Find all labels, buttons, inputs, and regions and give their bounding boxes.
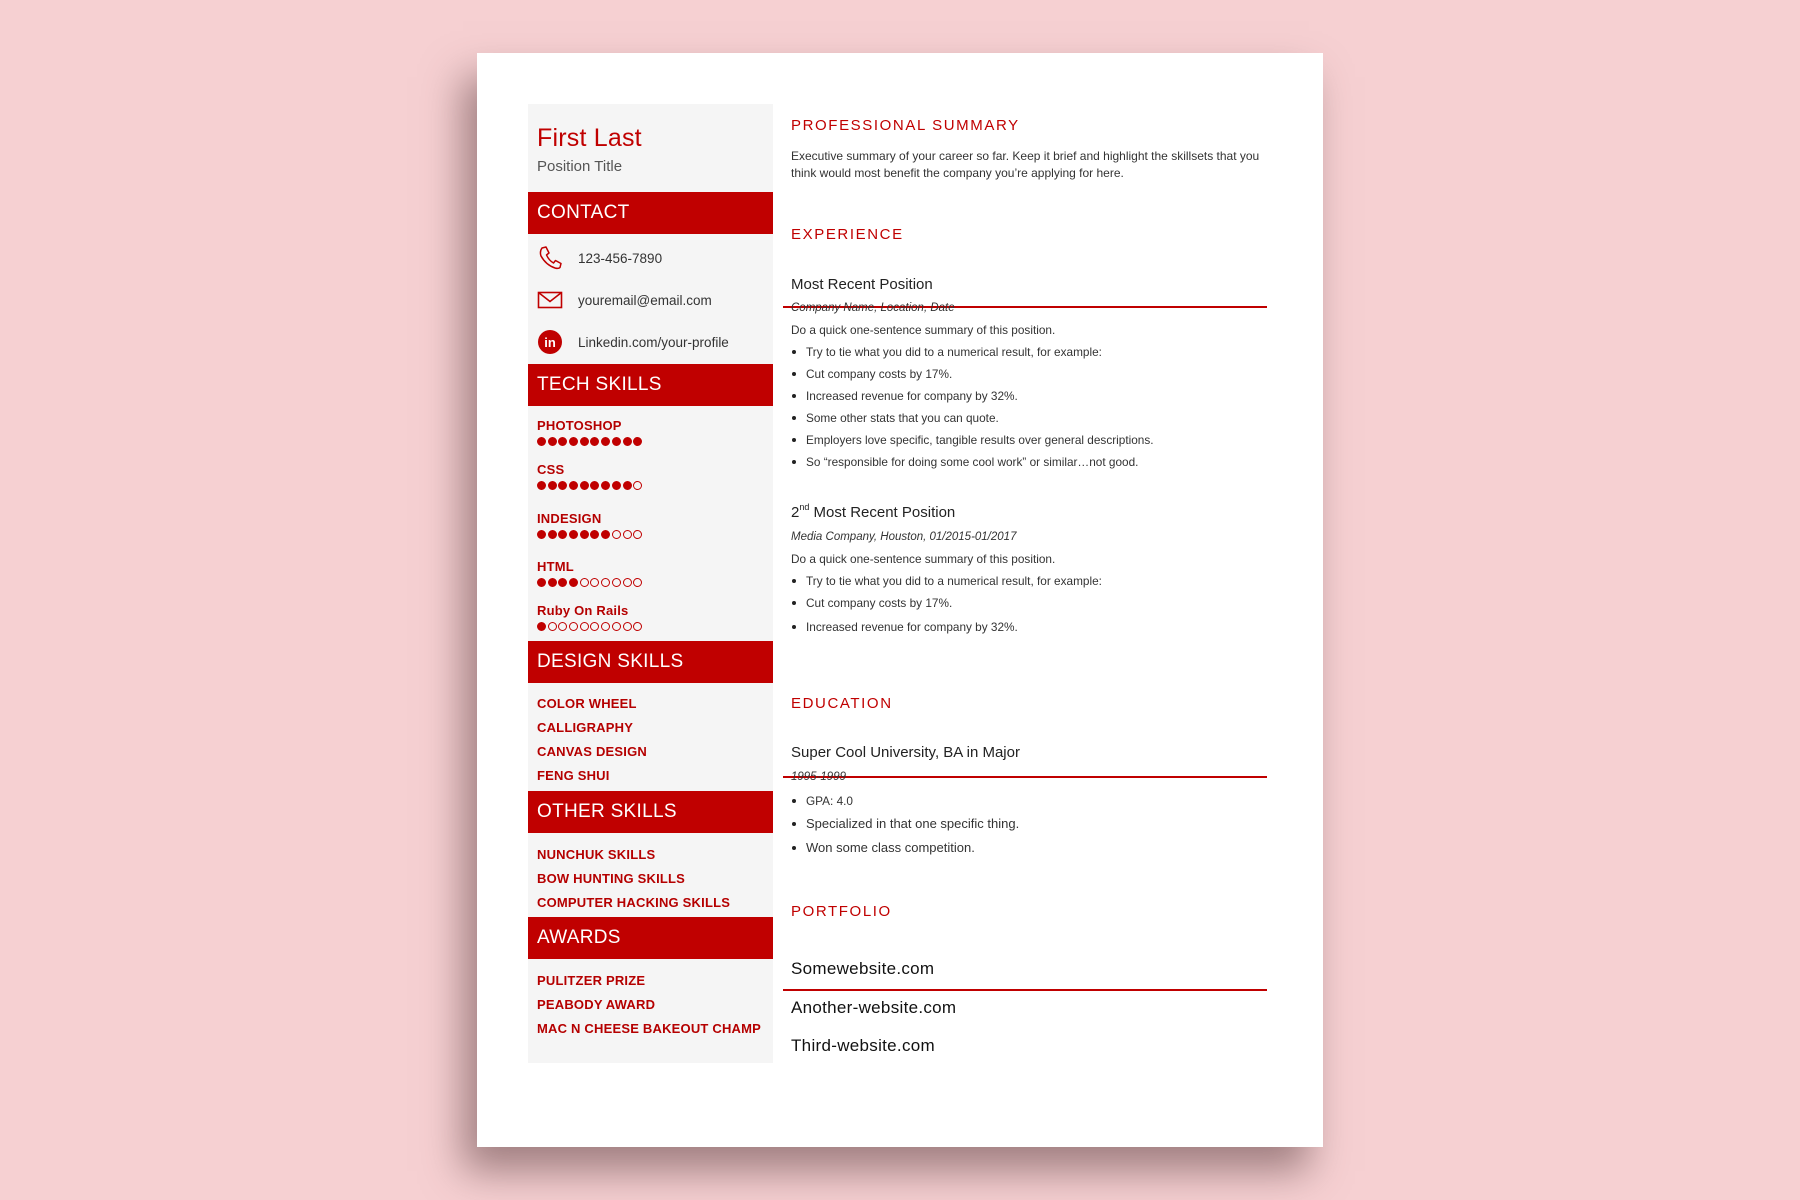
skill-css [537, 462, 644, 492]
other-skills-heading: OTHER SKILLS [528, 791, 773, 833]
job-summary: Do a quick one-sentence summary of this position. [791, 552, 1056, 566]
email-icon [537, 287, 563, 313]
skill-rating [537, 479, 644, 492]
list-item: COLOR WHEEL [537, 696, 637, 711]
rating-dot-filled [633, 437, 642, 446]
portfolio-divider [783, 989, 1267, 991]
list-item: Try to tie what you did to a numerical result, for example: [791, 344, 1154, 360]
rating-dot-empty [633, 622, 642, 631]
skill-photoshop [537, 418, 644, 448]
rating-dot-filled [558, 481, 567, 490]
skill-ruby-on-rails [537, 603, 644, 633]
list-item: PULITZER PRIZE [537, 973, 646, 988]
list-item: Cut company costs by 17%. [791, 595, 1102, 611]
rating-dot-filled [537, 437, 546, 446]
design-skills-heading: DESIGN SKILLS [528, 641, 773, 683]
skill-rating [537, 576, 644, 589]
list-item: CANVAS DESIGN [537, 744, 647, 759]
portfolio-link-3[interactable]: Third-website.com [791, 1036, 935, 1055]
awards-list [537, 969, 761, 1041]
list-item: Won some class competition. [791, 840, 1019, 856]
rating-dot-empty [623, 622, 632, 631]
rating-dot-filled [558, 578, 567, 587]
rating-dot-empty [580, 622, 589, 631]
summary-heading: PROFESSIONAL SUMMARY [791, 117, 1020, 134]
rating-dot-filled [548, 578, 557, 587]
svg-text:in: in [544, 335, 556, 350]
rating-dot-empty [569, 622, 578, 631]
linkedin-text: Linkedin.com/your-profile [578, 334, 729, 350]
job-title [791, 504, 955, 521]
education-divider [783, 776, 1267, 778]
list-item: MAC N CHEESE BAKEOUT CHAMP [537, 1021, 762, 1036]
rating-dot-filled [548, 437, 557, 446]
job-title-text: Most Recent Position [809, 504, 956, 521]
other-skills-list [537, 843, 730, 915]
rating-dot-filled [569, 437, 578, 446]
job-bullets [791, 344, 1154, 470]
list-item: FENG SHUI [537, 768, 610, 783]
email-text: youremail@email.com [578, 292, 712, 308]
list-item: Some other stats that you can quote. [791, 410, 1154, 426]
portfolio-heading: PORTFOLIO [791, 903, 892, 920]
rating-dot-filled [569, 578, 578, 587]
rating-dot-filled [601, 437, 610, 446]
rating-dot-empty [558, 622, 567, 631]
rating-dot-filled [580, 437, 589, 446]
rating-dot-filled [558, 530, 567, 539]
rating-dot-empty [590, 578, 599, 587]
rating-dot-filled [612, 481, 621, 490]
job-bullets [791, 573, 1102, 635]
rating-dot-filled [537, 578, 546, 587]
rating-dot-empty [580, 578, 589, 587]
rating-dot-filled [601, 530, 610, 539]
rating-dot-empty [633, 530, 642, 539]
list-item: PEABODY AWARD [537, 997, 656, 1012]
resume-page [477, 53, 1323, 1147]
rating-dot-filled [569, 530, 578, 539]
contact-phone[interactable] [537, 244, 662, 272]
list-item: GPA: 4.0 [791, 793, 1019, 809]
position-title: Position Title [537, 158, 623, 175]
education-years: 1995-1999 [791, 771, 846, 783]
rating-dot-filled [537, 481, 546, 490]
skill-rating [537, 435, 644, 448]
rating-dot-empty [548, 622, 557, 631]
skill-name: HTML [537, 559, 574, 574]
design-skills-list [537, 692, 647, 788]
skill-name: PHOTOSHOP [537, 418, 622, 433]
list-item: Specialized in that one specific thing. [791, 816, 1019, 832]
list-item: Employers love specific, tangible results over general descriptions. [791, 432, 1154, 448]
rating-dot-filled [580, 481, 589, 490]
rating-dot-empty [601, 578, 610, 587]
rating-dot-empty [612, 622, 621, 631]
linkedin-icon [537, 329, 563, 355]
rating-dot-filled [548, 530, 557, 539]
list-item: Cut company costs by 17%. [791, 366, 1154, 382]
list-item: CALLIGRAPHY [537, 720, 634, 735]
skill-rating [537, 620, 644, 633]
contact-email[interactable] [537, 286, 712, 314]
name-block [528, 104, 773, 192]
education-heading: EDUCATION [791, 695, 893, 712]
skill-html [537, 559, 644, 589]
rating-dot-filled [612, 437, 621, 446]
rating-dot-filled [537, 530, 546, 539]
skill-name: INDESIGN [537, 511, 602, 526]
experience-heading: EXPERIENCE [791, 226, 904, 243]
summary-text: Executive summary of your career so far. Keep it brief and highlight the skillsets that you think would most benefit the company you’re applying for here. [791, 149, 1260, 180]
person-name: First Last [537, 124, 642, 152]
rating-dot-filled [590, 530, 599, 539]
phone-text: 123-456-7890 [578, 250, 663, 266]
job-meta: Company Name, Location, Date [791, 302, 955, 314]
rating-dot-empty [623, 578, 632, 587]
rating-dot-empty [601, 622, 610, 631]
list-item: So “responsible for doing some cool work” or similar…not good. [791, 454, 1154, 470]
skill-indesign [537, 511, 644, 541]
rating-dot-empty [590, 622, 599, 631]
rating-dot-empty [612, 578, 621, 587]
education-school: Super Cool University, BA in Major [791, 744, 1020, 761]
job-ordinal-suffix: nd [799, 502, 810, 512]
job-ordinal: 2 [791, 504, 800, 521]
skill-name: Ruby On Rails [537, 603, 629, 618]
rating-dot-filled [601, 481, 610, 490]
education-bullets [791, 793, 1019, 856]
rating-dot-empty [623, 530, 632, 539]
rating-dot-empty [633, 578, 642, 587]
phone-icon [537, 245, 563, 271]
portfolio-link-2[interactable]: Another-website.com [791, 998, 957, 1017]
job-summary: Do a quick one-sentence summary of this position. [791, 323, 1056, 337]
list-item: NUNCHUK SKILLS [537, 847, 656, 862]
rating-dot-filled [590, 437, 599, 446]
rating-dot-filled [623, 481, 632, 490]
list-item: BOW HUNTING SKILLS [537, 871, 686, 886]
rating-dot-filled [580, 530, 589, 539]
rating-dot-filled [558, 437, 567, 446]
skill-rating [537, 528, 644, 541]
list-item: Increased revenue for company by 32%. [791, 619, 1102, 635]
contact-linkedin[interactable] [537, 328, 729, 356]
rating-dot-filled [590, 481, 599, 490]
job-meta: Media Company, Houston, 01/2015-01/2017 [791, 531, 1017, 543]
contact-heading: CONTACT [528, 192, 773, 234]
rating-dot-empty [633, 481, 642, 490]
list-item: Increased revenue for company by 32%. [791, 388, 1154, 404]
awards-heading: AWARDS [528, 917, 773, 959]
sidebar [528, 104, 773, 1063]
rating-dot-filled [537, 622, 546, 631]
rating-dot-filled [569, 481, 578, 490]
list-item: COMPUTER HACKING SKILLS [537, 895, 731, 910]
tech-skills-heading: TECH SKILLS [528, 364, 773, 406]
rating-dot-empty [612, 530, 621, 539]
skill-name: CSS [537, 462, 565, 477]
portfolio-link-1[interactable]: Somewebsite.com [791, 959, 935, 978]
list-item: Try to tie what you did to a numerical result, for example: [791, 573, 1102, 589]
rating-dot-filled [623, 437, 632, 446]
rating-dot-filled [548, 481, 557, 490]
job-title: Most Recent Position [791, 276, 933, 293]
